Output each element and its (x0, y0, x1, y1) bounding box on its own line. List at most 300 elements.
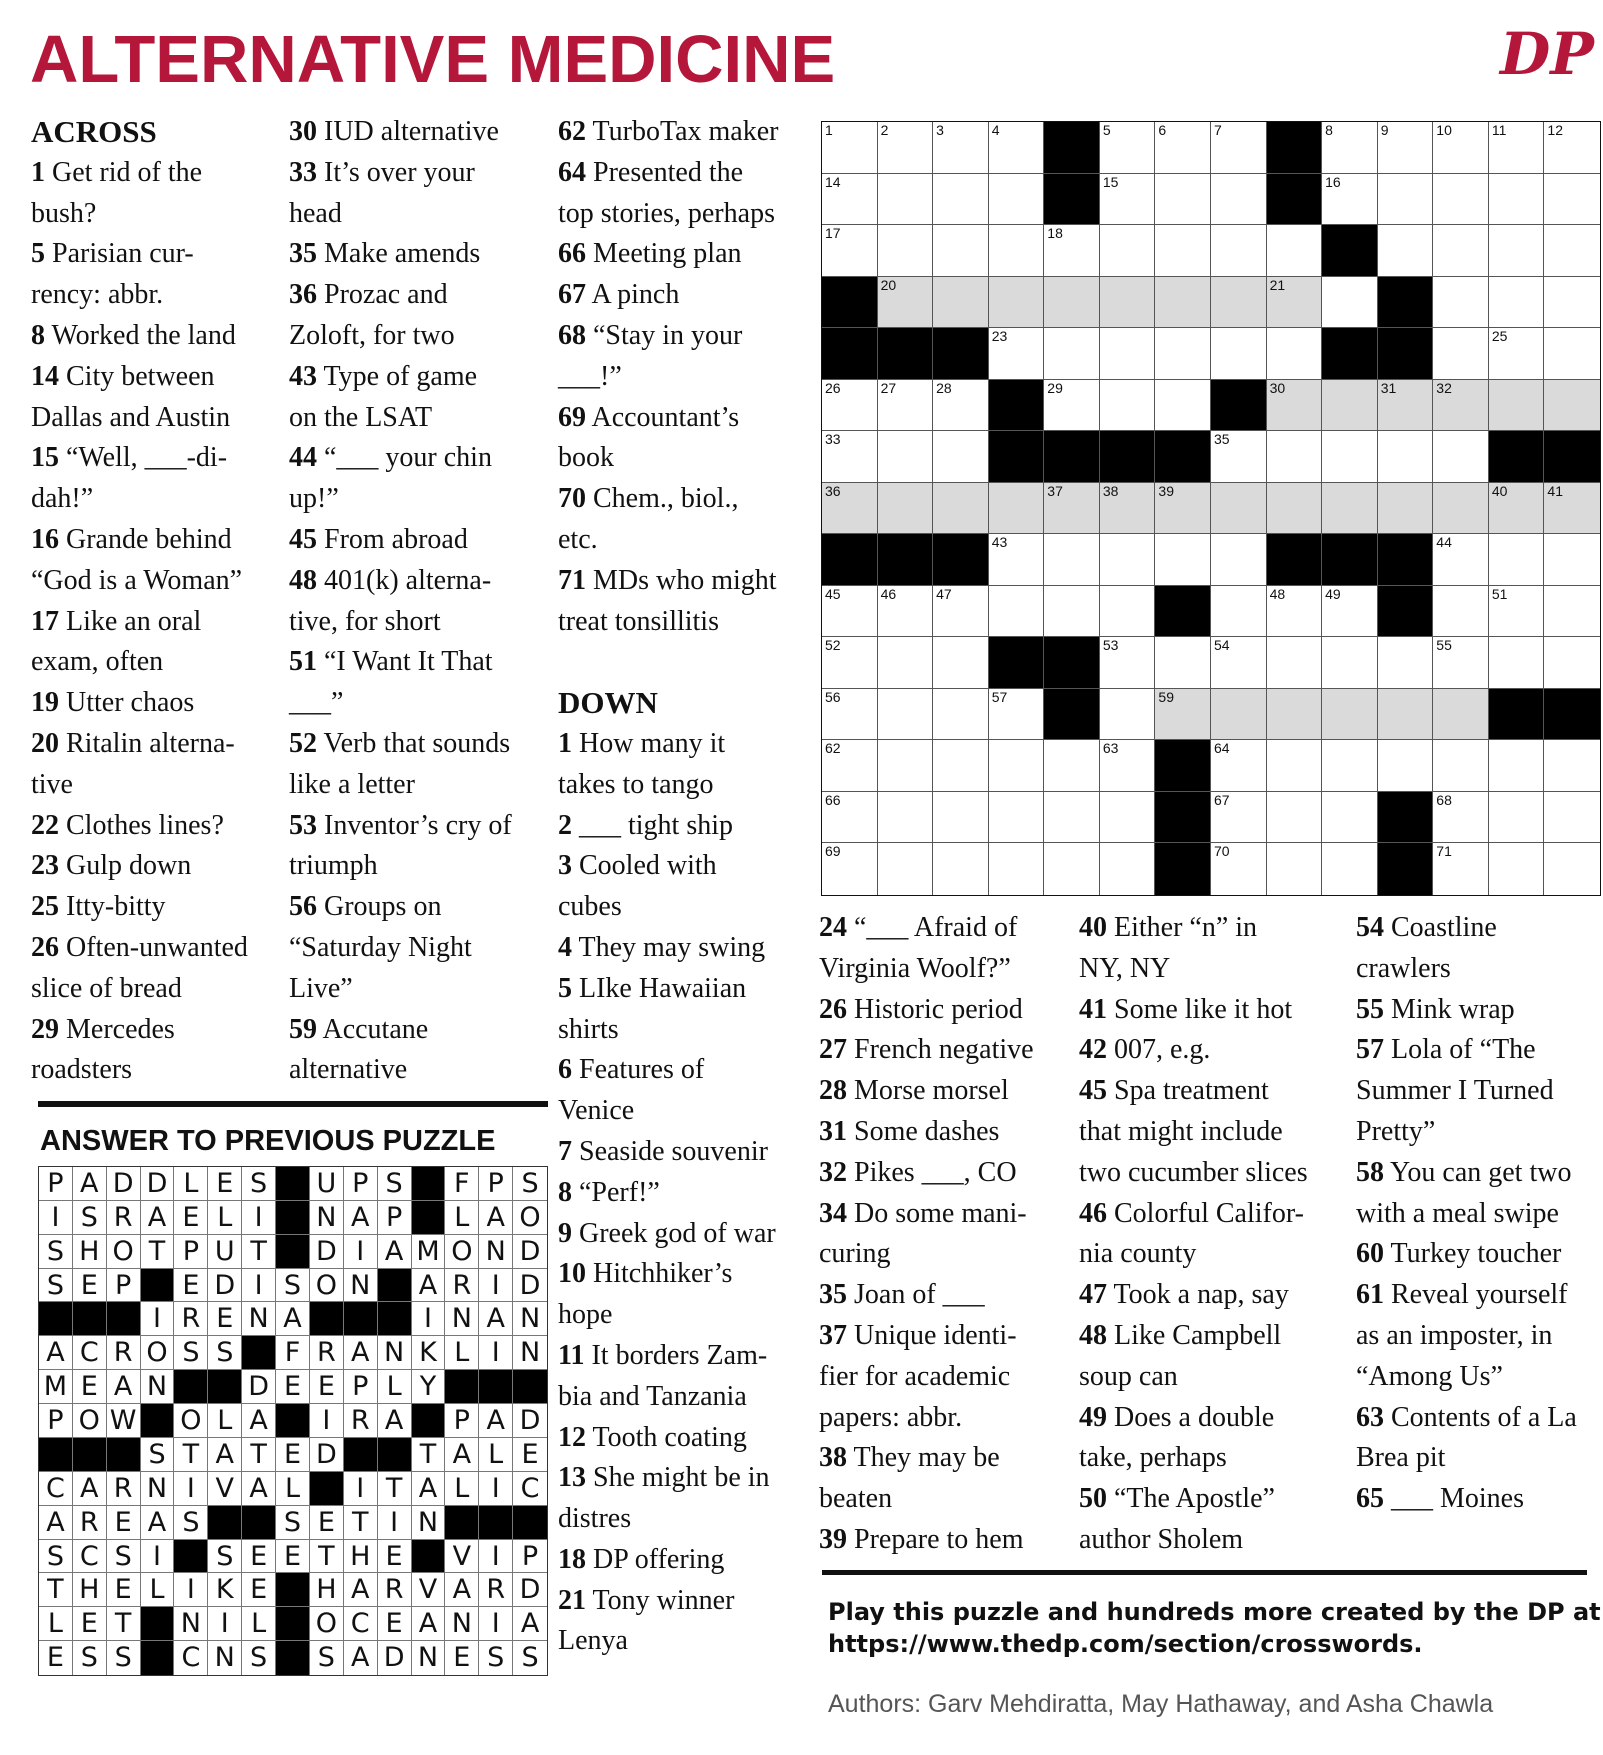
answer-letter: E (378, 1607, 412, 1641)
answer-black-square (141, 1269, 175, 1303)
answer-letter: D (310, 1438, 344, 1472)
grid-cell[interactable] (1544, 328, 1600, 380)
clue-number: 69 (558, 401, 586, 433)
clue-number: 46 (1079, 1197, 1107, 1229)
grid-cell[interactable] (1378, 740, 1434, 792)
grid-cell[interactable] (1322, 740, 1378, 792)
grid-cell[interactable] (1378, 225, 1434, 277)
answer-letter: W (107, 1404, 141, 1438)
grid-cell[interactable] (989, 277, 1045, 329)
answer-letter: I (479, 1336, 513, 1370)
grid-cell[interactable] (1433, 483, 1489, 535)
cell-number: 41 (1547, 482, 1563, 499)
clue-number: 50 (1079, 1483, 1107, 1515)
grid-cell[interactable] (1155, 174, 1211, 226)
clue-line (31, 1010, 276, 1051)
clue-text: ___ tight ship (579, 809, 734, 841)
grid-cell[interactable] (1322, 689, 1378, 741)
clue-line (289, 602, 554, 643)
grid-cell[interactable] (1378, 431, 1434, 483)
answer-letter: O (310, 1269, 344, 1303)
clue-text: “I Want It That (324, 646, 493, 678)
grid-cell[interactable] (1100, 792, 1156, 844)
grid-cell[interactable] (1044, 534, 1100, 586)
grid-cell[interactable] (1433, 740, 1489, 792)
grid-cell[interactable] (1211, 483, 1267, 535)
grid-cell[interactable] (1044, 740, 1100, 792)
grid-cell[interactable] (1378, 637, 1434, 689)
clue-text: Prozac and (324, 279, 448, 311)
grid-cell[interactable] (1267, 277, 1323, 329)
answer-letter: A (378, 1235, 412, 1269)
grid-cell[interactable] (1489, 483, 1545, 535)
clue-number: 54 (1356, 912, 1384, 943)
grid-cell[interactable] (1544, 843, 1600, 895)
grid-cell[interactable] (1544, 637, 1600, 689)
grid-cell[interactable] (989, 225, 1045, 277)
clue-line (289, 194, 554, 235)
answer-letter: N (513, 1336, 547, 1370)
grid-cell[interactable] (878, 380, 934, 432)
clue-number: 56 (289, 891, 317, 923)
clue-number: 8 (558, 1176, 572, 1208)
grid-cell[interactable] (1489, 792, 1545, 844)
answer-letter: R (107, 1201, 141, 1235)
grid-cell[interactable] (1044, 225, 1100, 277)
grid-cell[interactable] (1544, 225, 1600, 277)
clue-number: 26 (819, 993, 847, 1025)
clue-line (819, 1030, 1081, 1071)
grid-cell[interactable] (822, 586, 878, 638)
grid-cell[interactable] (1322, 380, 1378, 432)
grid-cell[interactable] (1211, 637, 1267, 689)
clue-text: etc. (558, 523, 598, 555)
grid-cell[interactable] (1433, 792, 1489, 844)
answer-letter: I (174, 1472, 208, 1506)
grid-cell[interactable] (822, 380, 878, 432)
grid-cell[interactable] (1378, 122, 1434, 174)
clue-line (289, 561, 554, 602)
grid-cell[interactable] (933, 122, 989, 174)
clue-line (31, 969, 276, 1010)
black-square (1211, 380, 1267, 432)
grid-cell[interactable] (933, 277, 989, 329)
grid-cell[interactable] (1155, 277, 1211, 329)
answer-black-square (107, 1438, 141, 1472)
clue-text: Tony winner (592, 1584, 735, 1616)
clue-text: Zoloft, for two (289, 319, 455, 351)
answer-letter: O (141, 1336, 175, 1370)
grid-cell[interactable] (878, 792, 934, 844)
grid-cell[interactable] (1489, 534, 1545, 586)
grid-cell[interactable] (1044, 843, 1100, 895)
black-square (933, 328, 989, 380)
clue-text: Parisian cur- (52, 238, 194, 270)
grid-cell[interactable] (1100, 586, 1156, 638)
clue-text: “___ your chin (324, 442, 492, 474)
clue-text: Coastline (1391, 912, 1497, 943)
grid-cell[interactable] (1155, 380, 1211, 432)
grid-cell[interactable] (1267, 328, 1323, 380)
answer-letter: D (513, 1404, 547, 1438)
grid-cell[interactable] (933, 843, 989, 895)
grid-cell[interactable] (1267, 483, 1323, 535)
clue-number: 57 (1356, 1034, 1384, 1066)
answer-letter: A (39, 1336, 73, 1370)
cell-number: 46 (880, 585, 897, 602)
grid-cell[interactable] (1433, 122, 1489, 174)
grid-cell[interactable] (1211, 328, 1267, 380)
grid-cell[interactable] (1489, 225, 1545, 277)
grid-cell[interactable] (1100, 483, 1156, 535)
clue-line (31, 194, 276, 235)
crossword-url[interactable]: https://www.thedp.com/section/crosswords. (828, 1630, 1423, 1658)
grid-cell[interactable] (1211, 277, 1267, 329)
grid-cell[interactable] (989, 534, 1045, 586)
answer-black-square (412, 1404, 446, 1438)
clue-line (289, 398, 554, 439)
clue-text: roadsters (31, 1054, 133, 1086)
grid-cell[interactable] (822, 225, 878, 277)
grid-cell[interactable] (1100, 637, 1156, 689)
answer-letter: A (276, 1302, 310, 1336)
grid-cell[interactable] (1489, 277, 1545, 329)
grid-cell[interactable] (1322, 637, 1378, 689)
answer-letter: A (412, 1472, 446, 1506)
answer-letter: D (310, 1235, 344, 1269)
grid-cell[interactable] (878, 586, 934, 638)
cell-number: 64 (1214, 740, 1230, 757)
answer-letter: N (412, 1641, 446, 1675)
black-square (1155, 843, 1211, 895)
cell-number: 57 (991, 688, 1008, 705)
clue-line (289, 1050, 554, 1091)
clue-line (558, 1091, 820, 1132)
answer-letter: T (378, 1472, 412, 1506)
grid-cell[interactable] (1100, 689, 1156, 741)
grid-cell[interactable] (1433, 380, 1489, 432)
clue-text: ___!” (558, 360, 622, 392)
grid-cell[interactable] (1100, 122, 1156, 174)
answer-letter: A (208, 1438, 242, 1472)
grid-cell[interactable] (1544, 122, 1600, 174)
grid-cell[interactable] (822, 174, 878, 226)
grid-cell[interactable] (1267, 586, 1323, 638)
clue-text: papers: abbr. (819, 1401, 963, 1433)
grid-cell[interactable] (878, 431, 934, 483)
clue-line (1356, 1071, 1601, 1112)
grid-cell[interactable] (1155, 637, 1211, 689)
clue-number: 43 (289, 360, 317, 392)
clue-line (558, 1254, 820, 1295)
grid-cell[interactable] (1544, 534, 1600, 586)
clue-line (558, 1010, 820, 1051)
clue-line (31, 275, 276, 316)
clue-number: 23 (31, 850, 59, 882)
clue-text: Meeting plan (593, 238, 742, 270)
clue-number: 1 (558, 727, 572, 759)
grid-cell[interactable] (1378, 483, 1434, 535)
grid-cell[interactable] (1100, 534, 1156, 586)
grid-cell[interactable] (1211, 586, 1267, 638)
grid-cell[interactable] (1044, 328, 1100, 380)
grid-cell[interactable] (822, 122, 878, 174)
answer-letter: H (310, 1573, 344, 1607)
grid-cell[interactable] (822, 637, 878, 689)
grid-cell[interactable] (1155, 483, 1211, 535)
answer-letter: R (310, 1336, 344, 1370)
clue-text: Make amends (324, 238, 481, 270)
grid-cell[interactable] (1100, 277, 1156, 329)
answer-letter: R (479, 1573, 513, 1607)
clue-number: 44 (289, 442, 317, 474)
footer-line-1: Play this puzzle and hundreds more created by the DP at (828, 1598, 1601, 1626)
grid-cell[interactable] (1100, 225, 1156, 277)
answer-letter: I (208, 1607, 242, 1641)
clue-line (1079, 990, 1347, 1031)
clue-text: Type of game (323, 360, 478, 392)
grid-cell[interactable] (1100, 328, 1156, 380)
grid-cell[interactable] (1267, 740, 1323, 792)
grid-cell[interactable] (1489, 174, 1545, 226)
grid-cell[interactable] (822, 843, 878, 895)
grid-cell[interactable] (1100, 174, 1156, 226)
grid-cell[interactable] (878, 740, 934, 792)
black-square (989, 431, 1045, 483)
answer-black-square (276, 1607, 310, 1641)
grid-cell[interactable] (1267, 792, 1323, 844)
answer-letter: T (310, 1540, 344, 1574)
grid-cell[interactable] (1211, 174, 1267, 226)
grid-cell[interactable] (1267, 380, 1323, 432)
grid-cell[interactable] (1044, 277, 1100, 329)
grid-cell[interactable] (933, 792, 989, 844)
grid-cell[interactable] (1489, 122, 1545, 174)
clue-line (289, 806, 554, 847)
grid-cell[interactable] (989, 122, 1045, 174)
grid-cell[interactable] (1433, 277, 1489, 329)
black-square (1378, 586, 1434, 638)
clue-line (1079, 908, 1347, 949)
grid-cell[interactable] (989, 843, 1045, 895)
grid-cell[interactable] (1378, 380, 1434, 432)
answer-letter: A (39, 1506, 73, 1540)
clue-text: ___ Moines (1391, 1483, 1524, 1515)
cell-number: 47 (936, 585, 952, 602)
grid-cell[interactable] (1155, 225, 1211, 277)
grid-cell[interactable] (1322, 792, 1378, 844)
answer-letter: M (412, 1235, 446, 1269)
answer-letter: R (107, 1472, 141, 1506)
grid-cell[interactable] (989, 328, 1045, 380)
grid-cell[interactable] (1044, 586, 1100, 638)
grid-cell[interactable] (1433, 174, 1489, 226)
clue-text: cubes (558, 891, 622, 923)
grid-cell[interactable] (822, 689, 878, 741)
clue-text: City between (66, 360, 215, 392)
grid-cell[interactable] (878, 225, 934, 277)
black-square (1378, 534, 1434, 586)
clue-number: 28 (819, 1075, 847, 1107)
grid-cell[interactable] (933, 225, 989, 277)
answer-letter: I (141, 1302, 175, 1336)
clue-number: 17 (31, 605, 59, 637)
grid-cell[interactable] (1267, 225, 1323, 277)
clue-number: 12 (558, 1421, 586, 1453)
grid-cell[interactable] (989, 174, 1045, 226)
grid-cell[interactable] (933, 431, 989, 483)
grid-cell[interactable] (822, 792, 878, 844)
answer-letter: D (242, 1370, 276, 1404)
black-square (1267, 122, 1323, 174)
grid-cell[interactable] (1433, 431, 1489, 483)
grid-cell[interactable] (1322, 586, 1378, 638)
grid-cell[interactable] (1155, 689, 1211, 741)
grid-cell[interactable] (878, 122, 934, 174)
grid-cell[interactable] (1322, 277, 1378, 329)
grid-cell[interactable] (1433, 843, 1489, 895)
grid-cell[interactable] (1378, 174, 1434, 226)
grid-cell[interactable] (878, 174, 934, 226)
clue-number: 5 (31, 238, 45, 270)
grid-cell[interactable] (1100, 843, 1156, 895)
grid-cell[interactable] (1155, 122, 1211, 174)
answer-letter: C (344, 1607, 378, 1641)
grid-cell[interactable] (989, 740, 1045, 792)
grid-cell[interactable] (933, 586, 989, 638)
grid-cell[interactable] (1267, 843, 1323, 895)
grid-cell[interactable] (1322, 431, 1378, 483)
grid-cell[interactable] (1544, 740, 1600, 792)
grid-cell[interactable] (1211, 689, 1267, 741)
grid-cell[interactable] (1211, 225, 1267, 277)
clue-number: 45 (289, 523, 317, 555)
grid-cell[interactable] (1433, 328, 1489, 380)
grid-cell[interactable] (1489, 328, 1545, 380)
grid-cell[interactable] (933, 637, 989, 689)
grid-cell[interactable] (1267, 637, 1323, 689)
grid-cell[interactable] (878, 637, 934, 689)
grid-cell[interactable] (1433, 689, 1489, 741)
clue-text: French negative (854, 1034, 1034, 1066)
clue-number: 37 (819, 1319, 847, 1351)
grid-cell[interactable] (1267, 431, 1323, 483)
black-square (1044, 637, 1100, 689)
clue-line (289, 520, 554, 561)
grid-cell[interactable] (1100, 380, 1156, 432)
grid-cell[interactable] (1433, 225, 1489, 277)
clue-text: Grande behind (66, 523, 232, 555)
clue-text: distres (558, 1503, 632, 1535)
grid-cell[interactable] (989, 689, 1045, 741)
grid-cell[interactable] (1044, 792, 1100, 844)
grid-cell[interactable] (1211, 740, 1267, 792)
grid-cell[interactable] (1100, 740, 1156, 792)
grid-cell[interactable] (1544, 483, 1600, 535)
answer-letter: A (445, 1438, 479, 1472)
cell-number: 33 (825, 431, 841, 448)
grid-cell[interactable] (1544, 277, 1600, 329)
grid-cell[interactable] (1322, 483, 1378, 535)
grid-cell[interactable] (878, 689, 934, 741)
grid-cell[interactable] (822, 431, 878, 483)
grid-cell[interactable] (1322, 122, 1378, 174)
clue-text: Some dashes (854, 1115, 1000, 1147)
answer-black-square (276, 1167, 310, 1201)
grid-cell[interactable] (822, 483, 878, 535)
clue-number: 3 (558, 850, 572, 882)
grid-cell[interactable] (822, 740, 878, 792)
grid-cell[interactable] (933, 174, 989, 226)
grid-cell[interactable] (1489, 843, 1545, 895)
grid-cell[interactable] (1489, 637, 1545, 689)
grid-cell[interactable] (1544, 586, 1600, 638)
grid-cell[interactable] (878, 483, 934, 535)
clue-text: Summer I Turned (1356, 1075, 1554, 1107)
grid-cell[interactable] (933, 740, 989, 792)
answer-letter: E (378, 1540, 412, 1574)
grid-cell[interactable] (1211, 431, 1267, 483)
grid-cell[interactable] (1322, 843, 1378, 895)
grid-cell[interactable] (1544, 792, 1600, 844)
grid-cell[interactable] (1489, 380, 1545, 432)
grid-cell[interactable] (1044, 380, 1100, 432)
black-square (1544, 431, 1600, 483)
black-square (1489, 431, 1545, 483)
grid-cell[interactable] (878, 843, 934, 895)
answer-letter: E (276, 1438, 310, 1472)
grid-cell[interactable] (933, 380, 989, 432)
grid-cell[interactable] (1211, 534, 1267, 586)
clue-line (1356, 1398, 1601, 1439)
grid-cell[interactable] (989, 792, 1045, 844)
grid-cell[interactable] (1378, 689, 1434, 741)
answer-letter: D (378, 1641, 412, 1675)
grid-cell[interactable] (1544, 174, 1600, 226)
grid-cell[interactable] (1489, 740, 1545, 792)
crossword-grid[interactable] (821, 121, 1601, 896)
grid-cell[interactable] (1211, 843, 1267, 895)
grid-cell[interactable] (1544, 380, 1600, 432)
answer-letter: E (39, 1641, 73, 1675)
grid-cell[interactable] (1155, 534, 1211, 586)
grid-cell[interactable] (1433, 637, 1489, 689)
clue-number: 68 (558, 319, 586, 351)
grid-cell[interactable] (989, 483, 1045, 535)
dp-logo: DP (1500, 20, 1594, 88)
grid-cell[interactable] (1433, 534, 1489, 586)
grid-cell[interactable] (989, 586, 1045, 638)
grid-cell[interactable] (1433, 586, 1489, 638)
grid-cell[interactable] (878, 277, 934, 329)
clue-number: 30 (289, 116, 317, 147)
grid-cell[interactable] (1211, 122, 1267, 174)
clue-text: Lenya (558, 1625, 628, 1657)
answer-letter: O (174, 1404, 208, 1438)
grid-cell[interactable] (1489, 586, 1545, 638)
answer-letter: N (412, 1506, 446, 1540)
grid-cell[interactable] (933, 483, 989, 535)
black-square (1044, 431, 1100, 483)
grid-cell[interactable] (1155, 328, 1211, 380)
clue-number: 62 (558, 116, 586, 147)
grid-cell[interactable] (1267, 689, 1323, 741)
cell-number: 25 (1491, 328, 1508, 345)
grid-cell[interactable] (1322, 174, 1378, 226)
grid-cell[interactable] (1044, 483, 1100, 535)
grid-cell[interactable] (1211, 792, 1267, 844)
grid-cell[interactable] (933, 689, 989, 741)
